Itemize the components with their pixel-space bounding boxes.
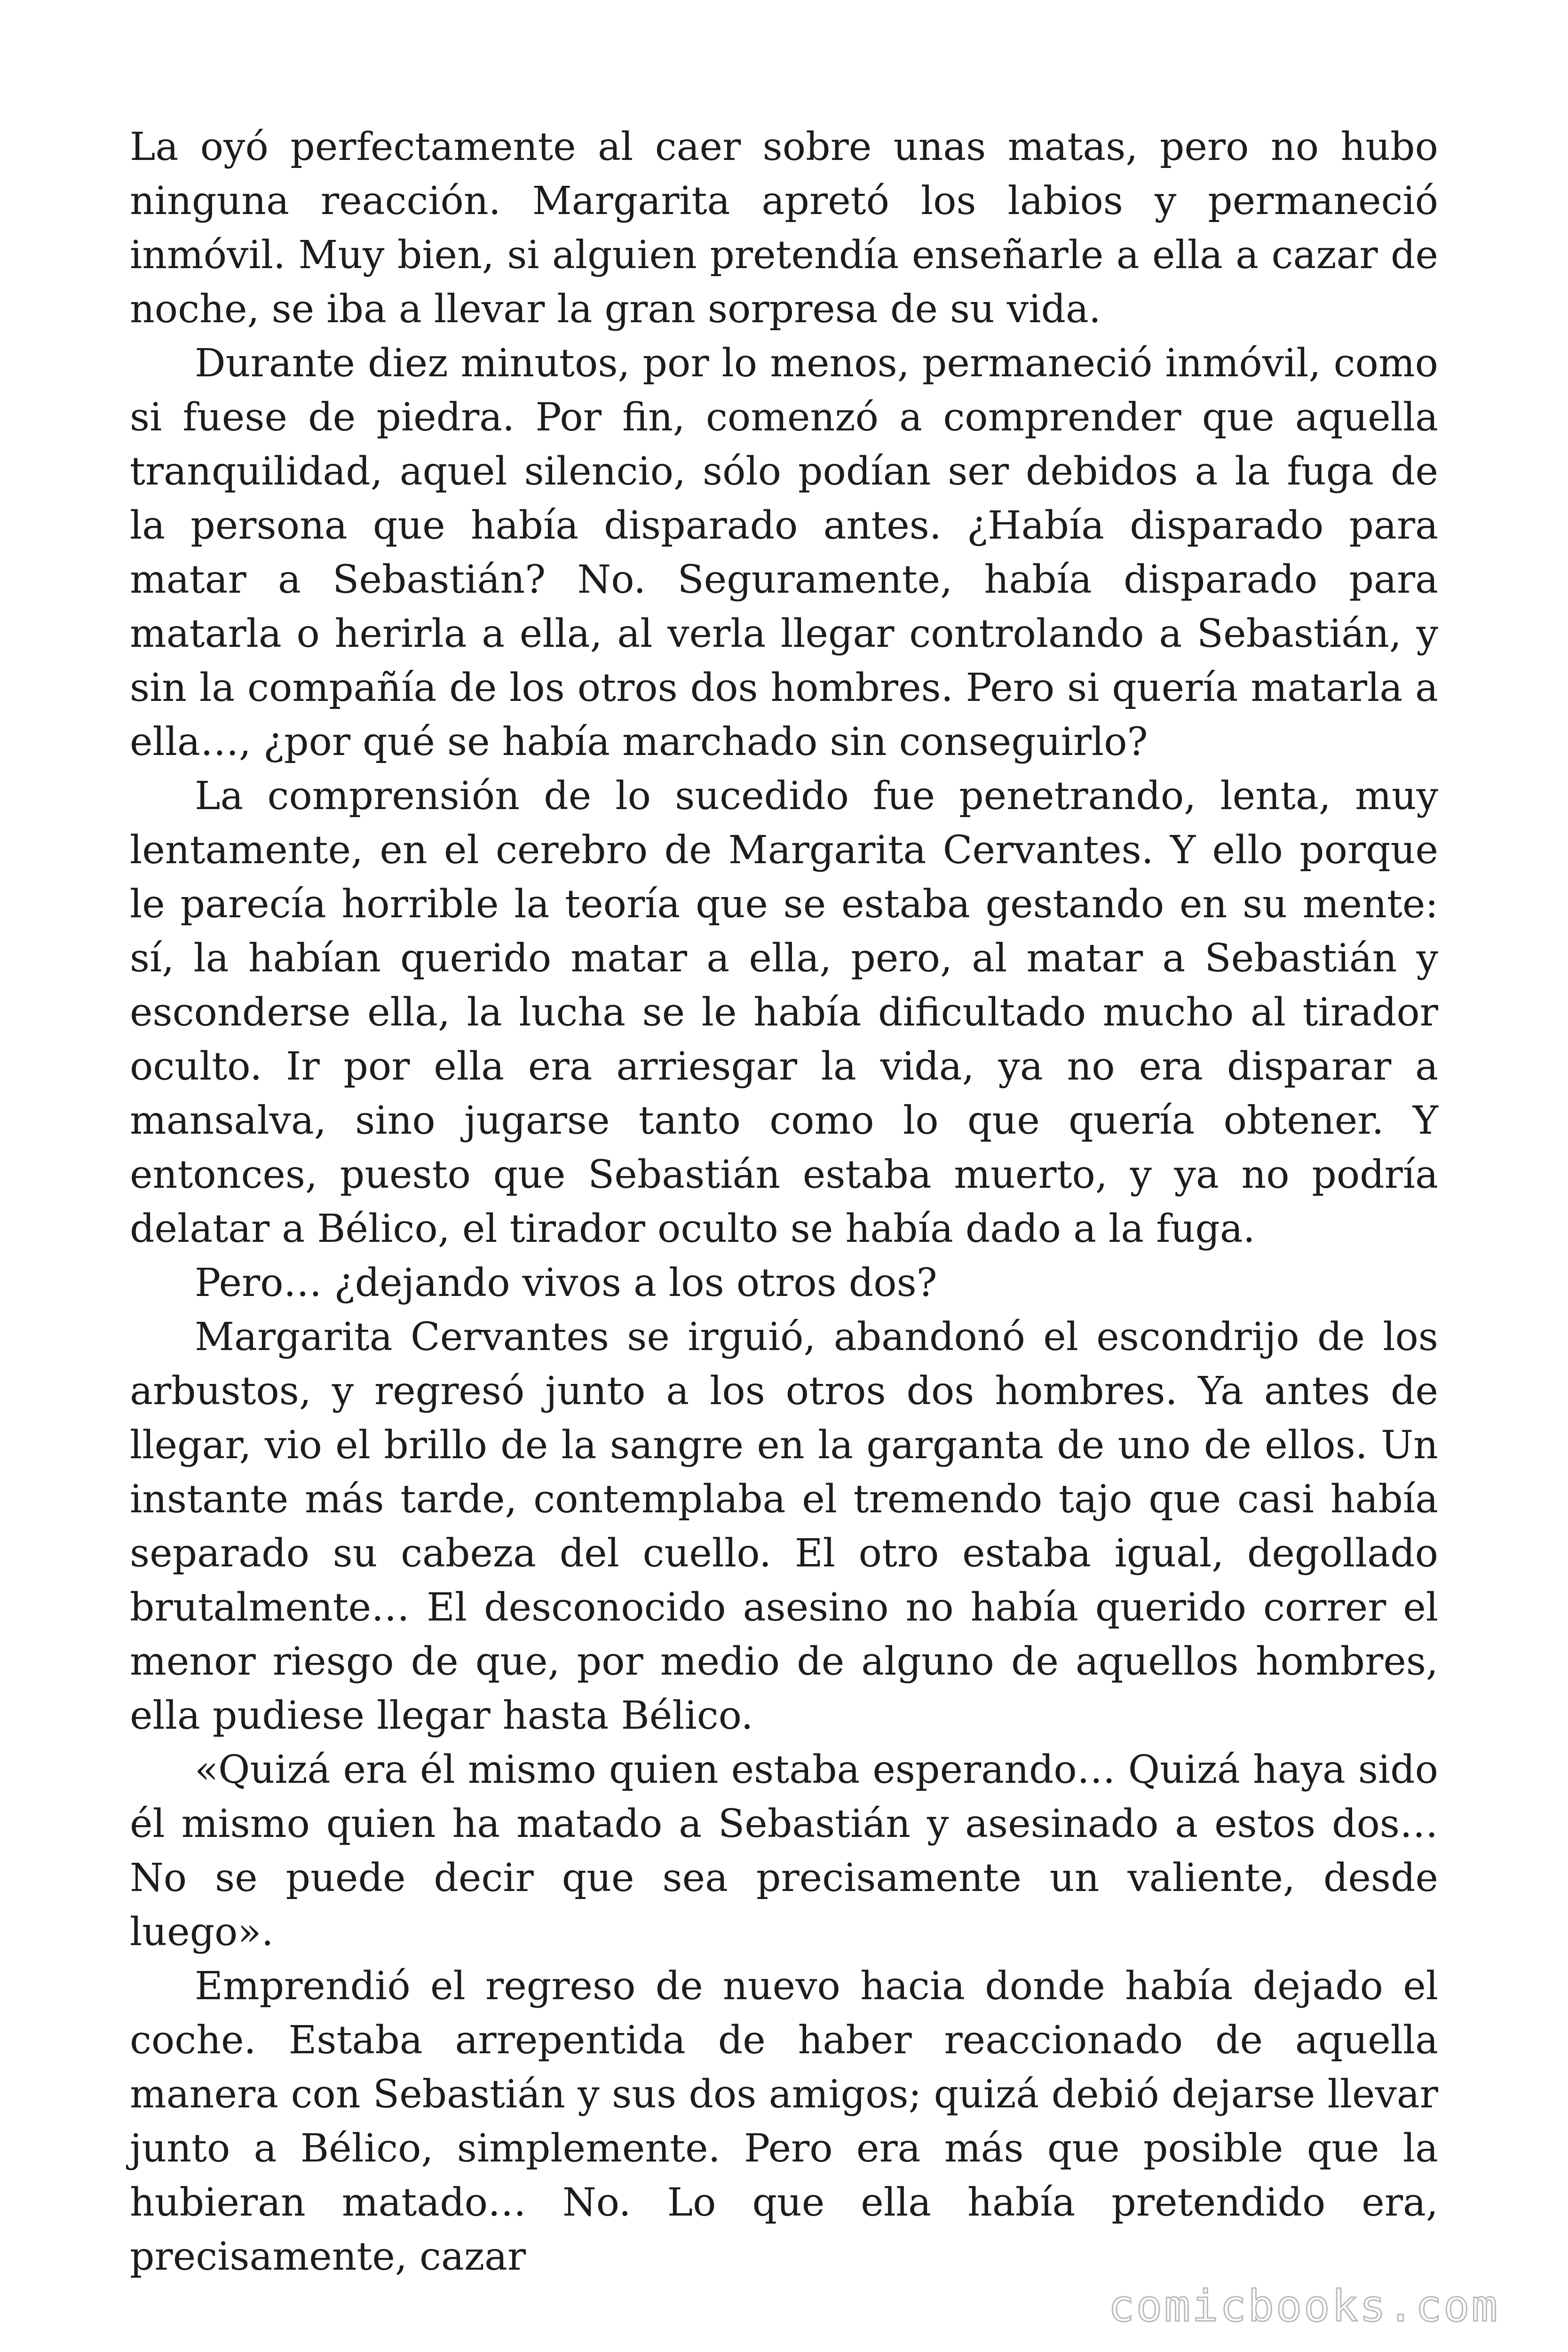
paragraph-5: Margarita Cervantes se irguió, abandonó el escondrijo de los arbustos, y regresó junto a los otros dos hombres. Ya antes de llegar, vio el brillo de la sangre en la garganta de uno de ellos. Un instante más tarde, contemplaba el tremendo tajo que casi había separado su cabeza del cuello. El otro estaba igual, degollado brutalmente… El desconocido asesino no había querido correr el menor riesgo de que, por medio de alguno de aquellos hombres, ella pudiese llegar hasta Bélico. [130,1315,1438,1738]
paragraph-4: Pero… ¿dejando vivos a los otros dos? [195,1261,937,1305]
paragraph-7: Emprendió el regreso de nuevo hacia donde había dejado el coche. Estaba arrepentida de haber reaccionado de aquella manera con Sebastián y sus dos amigos; quizá debió dejarse llevar junto a Bélico, simplemente. Pero era más que posible que la hubieran matado… No. Lo que ella había pretendido era, precisamente, cazar [130,1964,1438,2279]
page-text [130,120,1438,2284]
paragraph-2: Durante diez minutos, por lo menos, permaneció inmóvil, como si fuese de piedra. Por fin, comenzó a comprender que aquella tranquilidad, aquel silencio, sólo podían ser debidos a la fuga de la persona que había disparado antes. ¿Había disparado para matar a Sebastián? No. Seguramente, había disparado para matarla o herirla a ella, al verla llegar controlando a Sebastián, y sin la compañía de los otros dos hombres. Pero si quería matarla a ella…, ¿por qué se había marchado sin conseguirlo? [130,341,1438,764]
watermark: comicbooks.com [1108,2281,1499,2331]
paragraph-1: La oyó perfectamente al caer sobre unas matas, pero no hubo ninguna reacción. Margarita apretó los labios y permaneció inmóvil. Muy bien, si alguien pretendía enseñarle a ella a cazar de noche, se iba a llevar la gran sorpresa de su vida. [130,125,1438,332]
paragraph-3: La comprensión de lo sucedido fue penetrando, lenta, muy lentamente, en el cerebro de Margarita Cervantes. Y ello porque le parecía horrible la teoría que se estaba gestando en su mente: sí, la habían querido matar a ella, pero, al matar a Sebastián y esconderse ella, la lucha se le había dificultado mucho al tirador oculto. Ir por ella era arriesgar la vida, ya no era disparar a mansalva, sino jugarse tanto como lo que quería obtener. Y entonces, puesto que Sebastián estaba muerto, y ya no podría delatar a Bélico, el tirador oculto se había dado a la fuga. [130,774,1438,1251]
paragraph-6: «Quizá era él mismo quien estaba esperando… Quizá haya sido él mismo quien ha matado a Sebastián y asesinado a estos dos… No se puede decir que sea precisamente un valiente, desde luego». [130,1748,1438,1955]
